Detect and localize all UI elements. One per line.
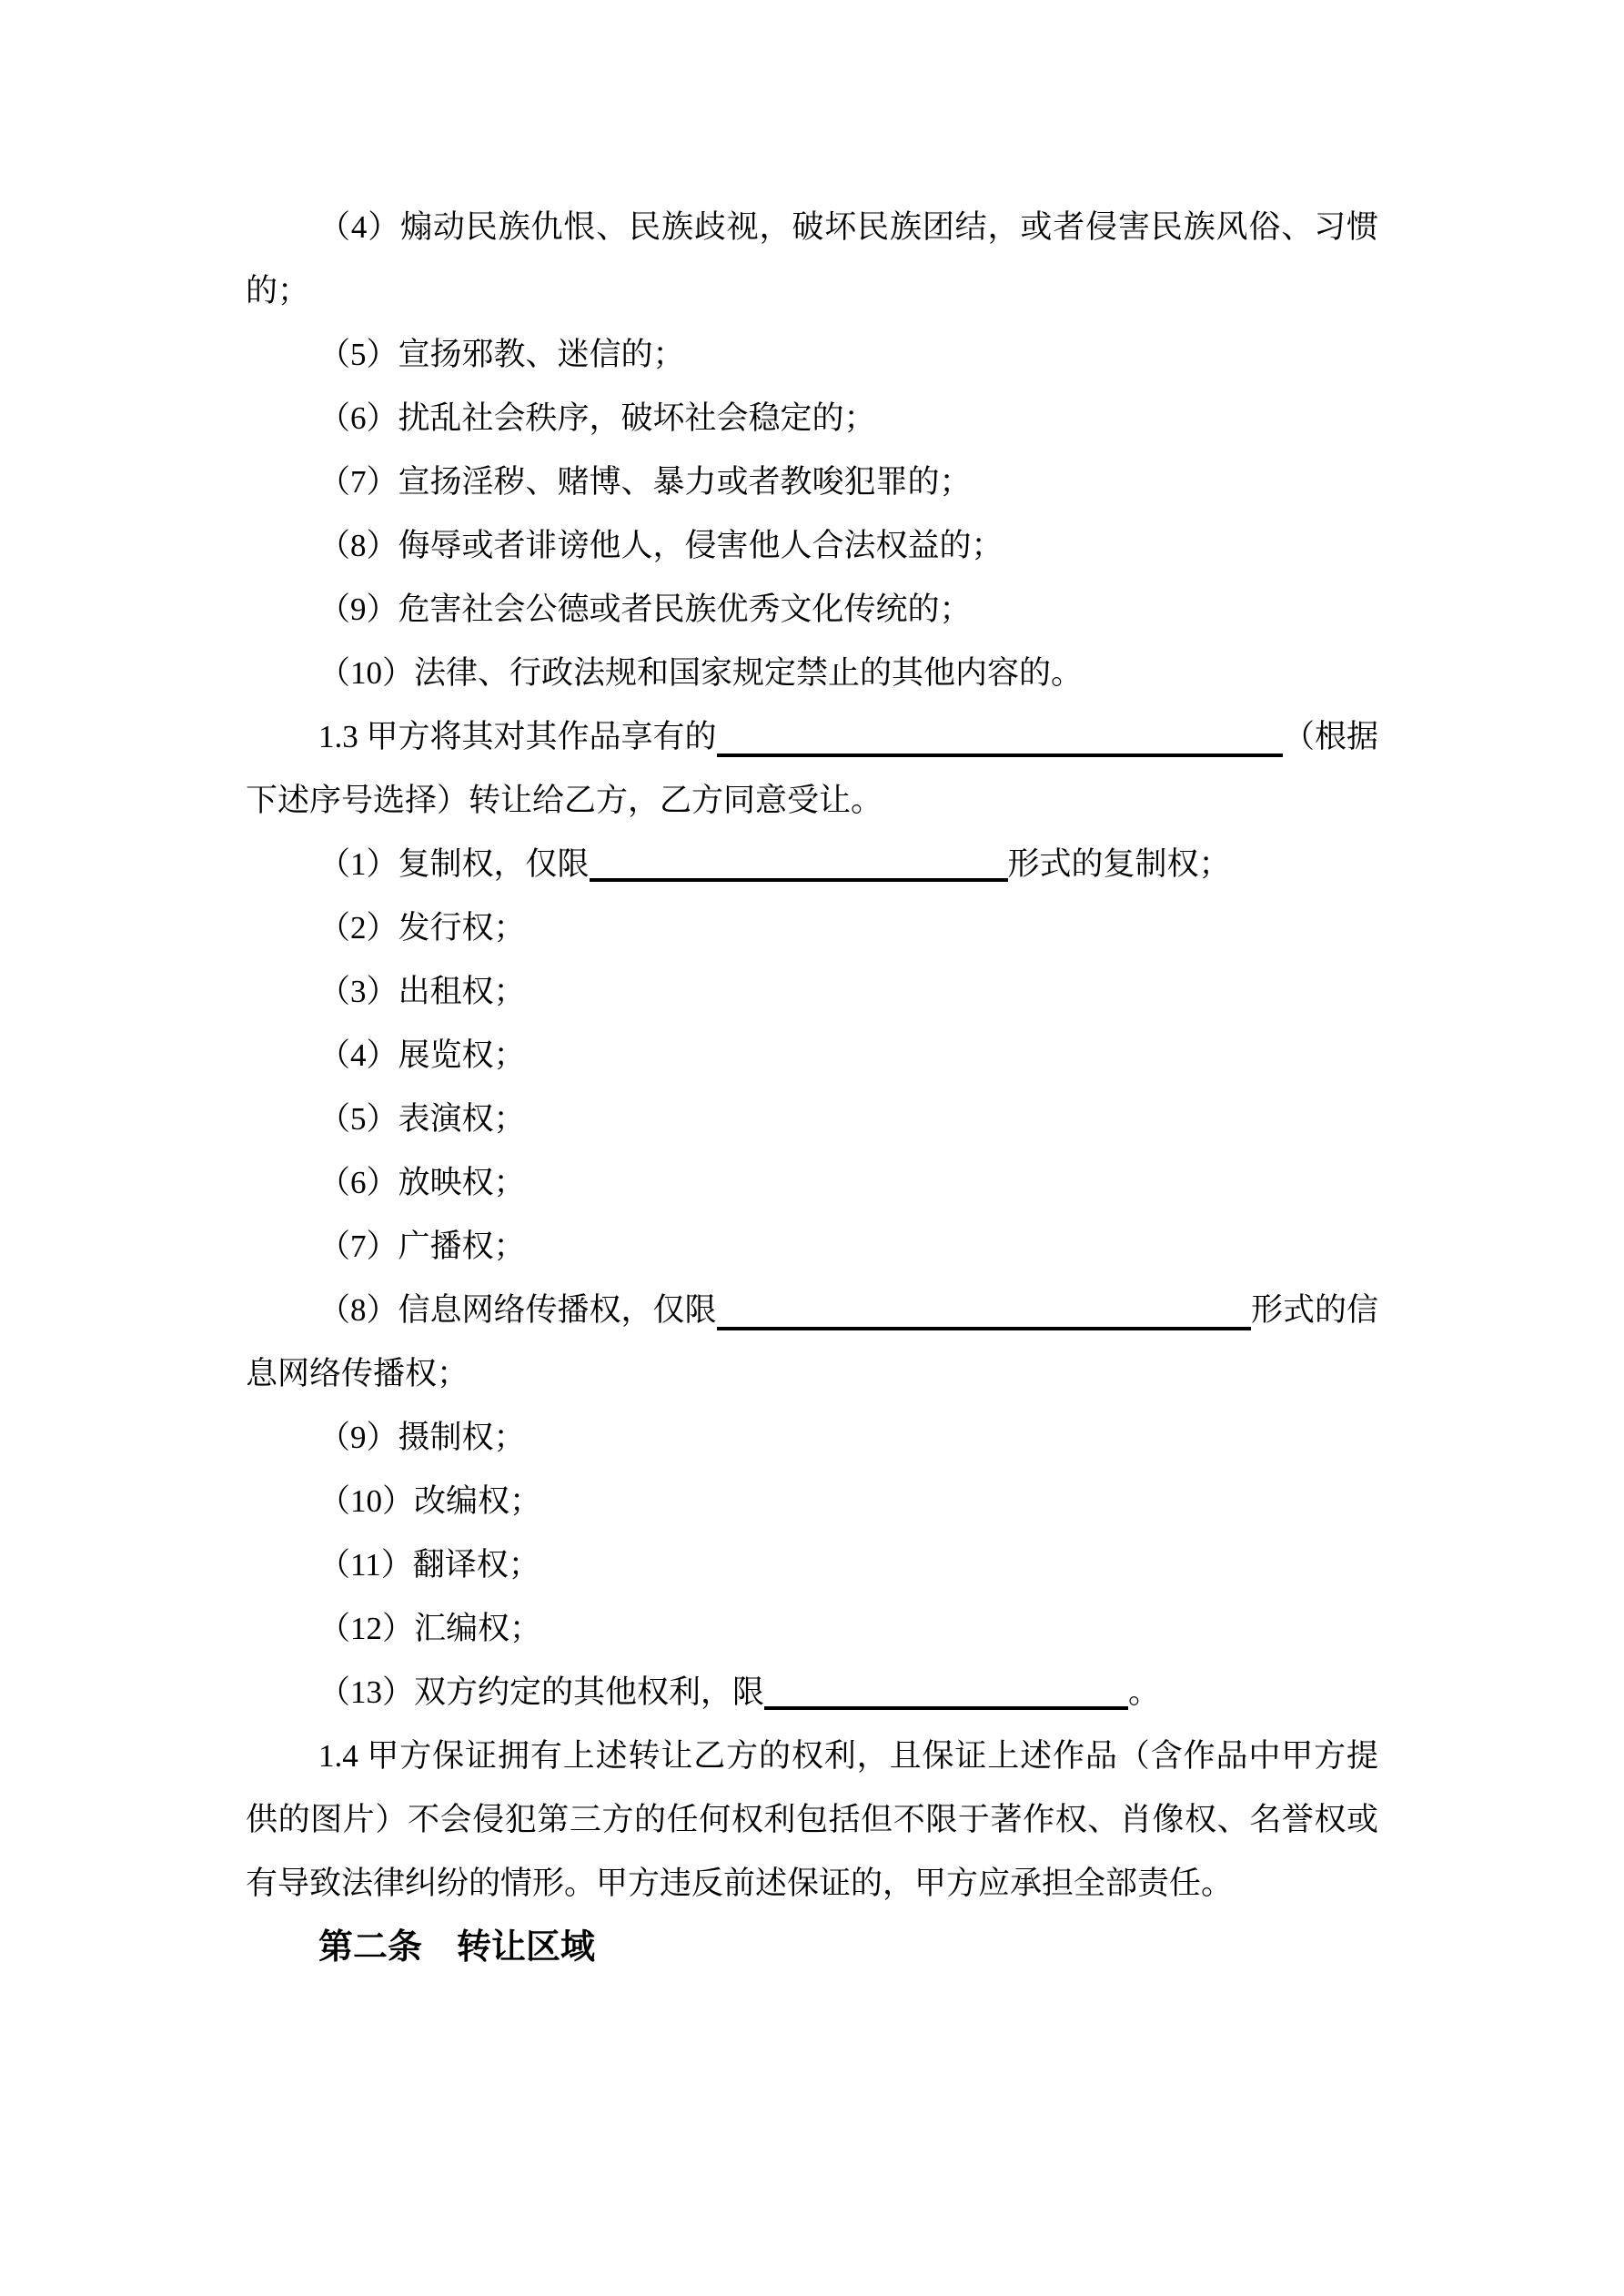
blank-field-underline: [717, 1327, 1251, 1330]
contract-line: [246, 1852, 1378, 1916]
line-text: （12）汇编权；: [318, 1611, 542, 1646]
contract-line-with-blank: [246, 1279, 1378, 1342]
contract-line: [246, 323, 1378, 387]
document-body: [246, 196, 1378, 1979]
line-text: （10）法律、行政法规和国家规定禁止的其他内容的。: [318, 655, 1084, 691]
line-text: （9）摄制权；: [318, 1420, 526, 1455]
line-text: （4）展览权；: [318, 1037, 526, 1073]
contract-line-with-blank: [246, 1661, 1378, 1725]
blank-field-underline: [764, 1706, 1128, 1710]
contract-line: [246, 450, 1378, 514]
line-text: （13）双方约定的其他权利，限: [318, 1674, 765, 1710]
line-text: （10）改编权；: [318, 1483, 542, 1519]
contract-line: [246, 960, 1378, 1024]
line-text: 形式的信: [1250, 1292, 1378, 1328]
line-text: 有导致法律纠纷的情形。甲方违反前述保证的，甲方应承担全部责任。: [246, 1866, 1234, 1901]
contract-line: [246, 1024, 1378, 1087]
line-text: 1.3 甲方将其对其作品享有的: [318, 719, 717, 754]
line-text: （3）出租权；: [318, 974, 526, 1009]
contract-line: [246, 514, 1378, 578]
contract-line: [246, 1725, 1378, 1788]
line-text: （5）表演权；: [318, 1101, 526, 1137]
contract-line-with-blank: [246, 833, 1378, 896]
contract-line: [246, 769, 1378, 833]
section-heading: [246, 1916, 1378, 1979]
contract-line: [246, 1215, 1378, 1279]
contract-line: [246, 1087, 1378, 1151]
line-text: （1）复制权，仅限: [318, 846, 590, 882]
contract-line: [246, 1151, 1378, 1215]
line-text: （7）宣扬淫秽、赌博、暴力或者教唆犯罪的；: [318, 464, 972, 500]
heading-text: 第二条 转让区域: [318, 1928, 596, 1967]
contract-line: [246, 578, 1378, 642]
line-text: （8）侮辱或者诽谤他人，侵害他人合法权益的；: [318, 528, 1004, 563]
line-text: （8）信息网络传播权，仅限: [318, 1292, 717, 1328]
contract-line: [246, 387, 1378, 450]
contract-line: [246, 642, 1378, 705]
line-text: （6）扰乱社会秩序，破坏社会稳定的；: [318, 400, 876, 436]
contract-line: [246, 259, 1378, 323]
line-text: 下述序号选择）转让给乙方，乙方同意受让。: [246, 783, 883, 818]
line-text: （根据: [1282, 719, 1378, 754]
line-text: （4）煽动民族仇恨、民族歧视，破坏民族团结，或者侵害民族风俗、习惯: [318, 209, 1378, 245]
line-text: 1.4 甲方保证拥有上述转让乙方的权利，且保证上述作品（含作品中甲方提: [318, 1738, 1378, 1774]
contract-line: [246, 1406, 1378, 1470]
contract-line: [246, 1342, 1378, 1406]
line-text: （7）广播权；: [318, 1229, 526, 1264]
contract-line: [246, 196, 1378, 259]
line-text: （5）宣扬邪教、迷信的；: [318, 337, 685, 372]
contract-line: [246, 1597, 1378, 1661]
line-text: （9）危害社会公德或者民族优秀文化传统的；: [318, 592, 972, 627]
line-text: （11）翻译权；: [318, 1547, 540, 1583]
contract-line: [246, 1533, 1378, 1597]
contract-line: [246, 896, 1378, 960]
contract-line: [246, 1788, 1378, 1852]
line-text: 。: [1128, 1674, 1161, 1710]
line-text: （6）放映权；: [318, 1165, 526, 1200]
line-text: 的；: [246, 273, 310, 308]
line-text: 息网络传播权；: [246, 1356, 469, 1391]
line-text: （2）发行权；: [318, 910, 526, 946]
blank-field-underline: [717, 754, 1283, 757]
blank-field-underline: [590, 878, 1008, 882]
contract-line: [246, 1470, 1378, 1533]
line-text: 形式的复制权；: [1007, 846, 1231, 882]
contract-line-with-blank: [246, 705, 1378, 769]
line-text: 供的图片）不会侵犯第三方的任何权利包括但不限于著作权、肖像权、名誉权或: [246, 1802, 1378, 1837]
